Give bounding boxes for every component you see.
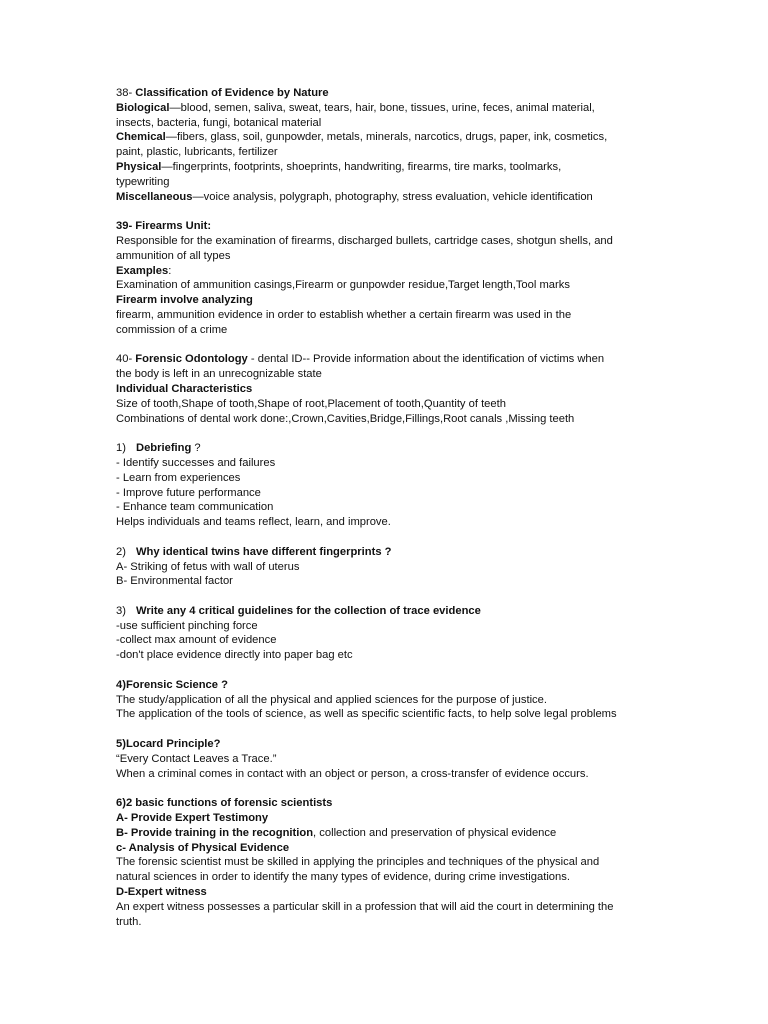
question-5-heading: 5)Locard Principle? [116, 738, 221, 751]
question-6-heading: 6)2 basic functions of forensic scientists [116, 797, 333, 810]
spacer [116, 530, 656, 545]
biological-line-2: insects, bacteria, fungi, botanical material [116, 116, 322, 129]
question-number: 1) [116, 442, 126, 455]
biological-text: —blood, semen, saliva, sweat, tears, hair, bone, tissues, urine, feces, animal material, [169, 101, 595, 114]
list-item: - Identify successes and failures [116, 456, 276, 469]
biological-line [116, 101, 656, 116]
individual-characteristics-1: Size of tooth,Shape of tooth,Shape of root,Placement of tooth,Quantity of teeth [116, 397, 506, 410]
firearm-involve-1: firearm, ammunition evidence in order to establish whether a certain firearm was used in the [116, 308, 572, 321]
answer-b: B- Environmental factor [116, 575, 233, 588]
physical-label: Physical [116, 160, 162, 173]
section-38-heading [116, 86, 656, 101]
physical-line [116, 160, 656, 175]
list-item: - Improve future performance [116, 486, 261, 499]
forensic-science-def-1: The study/application of all the physical and applied sciences for the purpose of justice. [116, 693, 547, 706]
function-d-text-2: truth. [116, 915, 142, 928]
function-c-text-2: natural sciences in order to identify the many types of evidence, during crime investigations. [116, 871, 570, 884]
question-number: 2) [116, 545, 126, 558]
firearm-involve-2: commission of a crime [116, 323, 228, 336]
list-item: -collect max amount of evidence [116, 634, 277, 647]
list-item: -use sufficient pinching force [116, 619, 258, 632]
chemical-line [116, 130, 656, 145]
list-item: - Enhance team communication [116, 501, 274, 514]
question-number: 3) [116, 604, 126, 617]
spacer [116, 781, 656, 796]
examples-heading [116, 264, 656, 279]
answer-a: A- Striking of fetus with wall of uterus [116, 560, 300, 573]
spacer [116, 426, 656, 441]
spacer [116, 338, 656, 353]
section-40-heading [116, 352, 656, 367]
question-1-heading [116, 441, 656, 456]
function-b-rest: , collection and preservation of physical evidence [313, 826, 557, 839]
section-number: 38- [116, 87, 136, 99]
document-body [116, 86, 656, 929]
question-suffix: ? [191, 442, 201, 455]
section-title: Forensic Odontology [135, 353, 248, 366]
function-d: D-Expert witness [116, 886, 207, 899]
miscellaneous-text: —voice analysis, polygraph, photography, stress evaluation, vehicle identification [192, 190, 593, 203]
physical-text: —fingerprints, footprints, shoeprints, handwriting, firearms, tire marks, toolmarks, [161, 160, 562, 173]
function-c-text-1: The forensic scientist must be skilled in applying the principles and techniques of the physical and [116, 856, 600, 869]
examples-text: Examination of ammunition casings,Firearm or gunpowder residue,Target length,Tool marks [116, 279, 570, 292]
individual-characteristics-heading: Individual Characteristics [116, 382, 253, 395]
chemical-label: Chemical [116, 131, 166, 144]
question-3-heading [116, 604, 656, 619]
function-c: c- Analysis of Physical Evidence [116, 841, 290, 854]
question-title: Debriefing [136, 442, 192, 455]
individual-characteristics-2: Combinations of dental work done:,Crown,Cavities,Bridge,Fillings,Root canals ,Missing teeth [116, 412, 575, 425]
section-39-heading: 39- Firearms Unit: [116, 220, 212, 233]
list-item: - Learn from experiences [116, 471, 241, 484]
function-b-title: B- Provide training in the recognition [116, 826, 314, 839]
physical-line-2: typewriting [116, 175, 170, 188]
function-a: A- Provide Expert Testimony [116, 812, 269, 825]
function-b [116, 826, 656, 841]
question-2-heading [116, 545, 656, 560]
chemical-text: —fibers, glass, soil, gunpowder, metals, minerals, narcotics, drugs, paper, ink, cosmetics, [165, 131, 608, 144]
miscellaneous-line [116, 190, 656, 205]
question-4-heading: 4)Forensic Science ? [116, 678, 228, 691]
biological-label: Biological [116, 101, 170, 114]
miscellaneous-label: Miscellaneous [116, 190, 193, 203]
forensic-science-def-2: The application of the tools of science, as well as specific scientific facts, to help solve legal problems [116, 708, 617, 721]
spacer [116, 722, 656, 737]
chemical-line-2: paint, plastic, lubricants, fertilizer [116, 146, 278, 159]
spacer [116, 663, 656, 678]
locard-quote: “Every Contact Leaves a Trace.” [116, 752, 277, 765]
firearms-desc-1: Responsible for the examination of firearms, discharged bullets, cartridge cases, shotgun shells, and [116, 234, 613, 247]
section-title: Classification of Evidence by Nature [135, 87, 329, 99]
firearm-involve-heading: Firearm involve analyzing [116, 294, 253, 307]
firearms-desc-2: ammunition of all types [116, 249, 231, 262]
question-title: Why identical twins have different fingerprints ? [136, 545, 392, 558]
section-rest: - dental ID-- Provide information about the identification of victims when [247, 353, 605, 366]
odontology-line-2: the body is left in an unrecognizable state [116, 368, 322, 381]
spacer [116, 589, 656, 604]
examples-label: Examples [116, 264, 169, 277]
section-number: 40- [116, 353, 136, 366]
spacer [116, 204, 656, 219]
list-item: -don't place evidence directly into paper bag etc [116, 649, 353, 662]
locard-explanation: When a criminal comes in contact with an object or person, a cross-transfer of evidence occurs. [116, 767, 589, 780]
function-d-text-1: An expert witness possesses a particular skill in a profession that will aid the court in determining the [116, 900, 614, 913]
question-title: Write any 4 critical guidelines for the collection of trace evidence [136, 604, 481, 617]
debriefing-summary: Helps individuals and teams reflect, learn, and improve. [116, 516, 391, 529]
examples-colon: : [168, 264, 172, 277]
